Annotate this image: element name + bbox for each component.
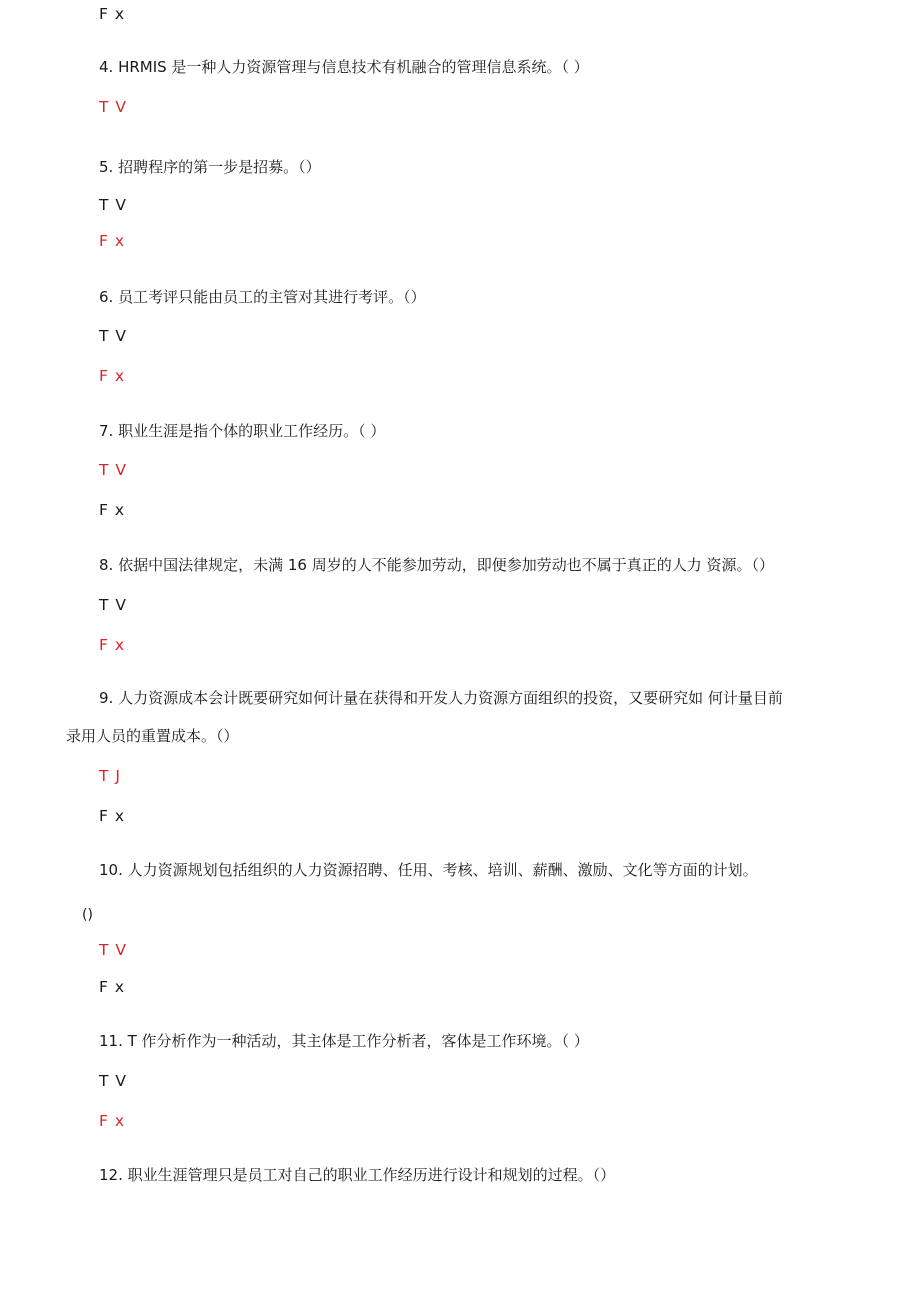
option-true-selected: T V — [99, 98, 127, 116]
option-false: F x — [99, 5, 126, 23]
question-10-line-1: 10. 人力资源规划包括组织的人力资源招聘、任用、考核、培训、薪酬、激励、文化等方面的计划。 — [99, 861, 758, 879]
option-true: T V — [99, 596, 127, 614]
option-false: F x — [99, 501, 126, 519]
question-12: 12. 职业生涯管理只是员工对自己的职业工作经历进行设计和规划的过程。（） — [99, 1166, 616, 1184]
question-11: 11. T 作分析作为一种活动，其主体是工作分析者，客体是工作环境。（ ） — [99, 1032, 589, 1050]
option-false-selected: F x — [99, 232, 126, 250]
option-true: T V — [99, 327, 127, 345]
question-9-line-2: 录用人员的重置成本。（） — [66, 727, 239, 745]
option-true-selected: T V — [99, 461, 127, 479]
question-10-line-2: () — [82, 907, 93, 923]
option-false: F x — [99, 978, 126, 996]
option-false-selected: F x — [99, 1112, 126, 1130]
option-false: F x — [99, 807, 126, 825]
option-false-selected: F x — [99, 367, 126, 385]
option-false-selected: F x — [99, 636, 126, 654]
option-true-selected: T V — [99, 941, 127, 959]
option-true-selected: T J — [99, 767, 121, 785]
question-9-line-1: 9. 人力资源成本会计既要研究如何计量在获得和开发人力资源方面组织的投资，又要研究如 何计量目前 — [99, 689, 783, 707]
question-4: 4. HRMIS 是一种人力资源管理与信息技术有机融合的管理信息系统。（ ） — [99, 58, 589, 76]
option-true: T V — [99, 196, 127, 214]
question-7: 7. 职业生涯是指个体的职业工作经历。（ ） — [99, 422, 386, 440]
question-6: 6. 员工考评只能由员工的主管对其进行考评。（） — [99, 288, 426, 306]
question-8: 8. 依据中国法律规定，未满 16 周岁的人不能参加劳动，即便参加劳动也不属于真正的人力 资源。（） — [99, 556, 774, 574]
question-5: 5. 招聘程序的第一步是招募。（） — [99, 158, 321, 176]
option-true: T V — [99, 1072, 127, 1090]
